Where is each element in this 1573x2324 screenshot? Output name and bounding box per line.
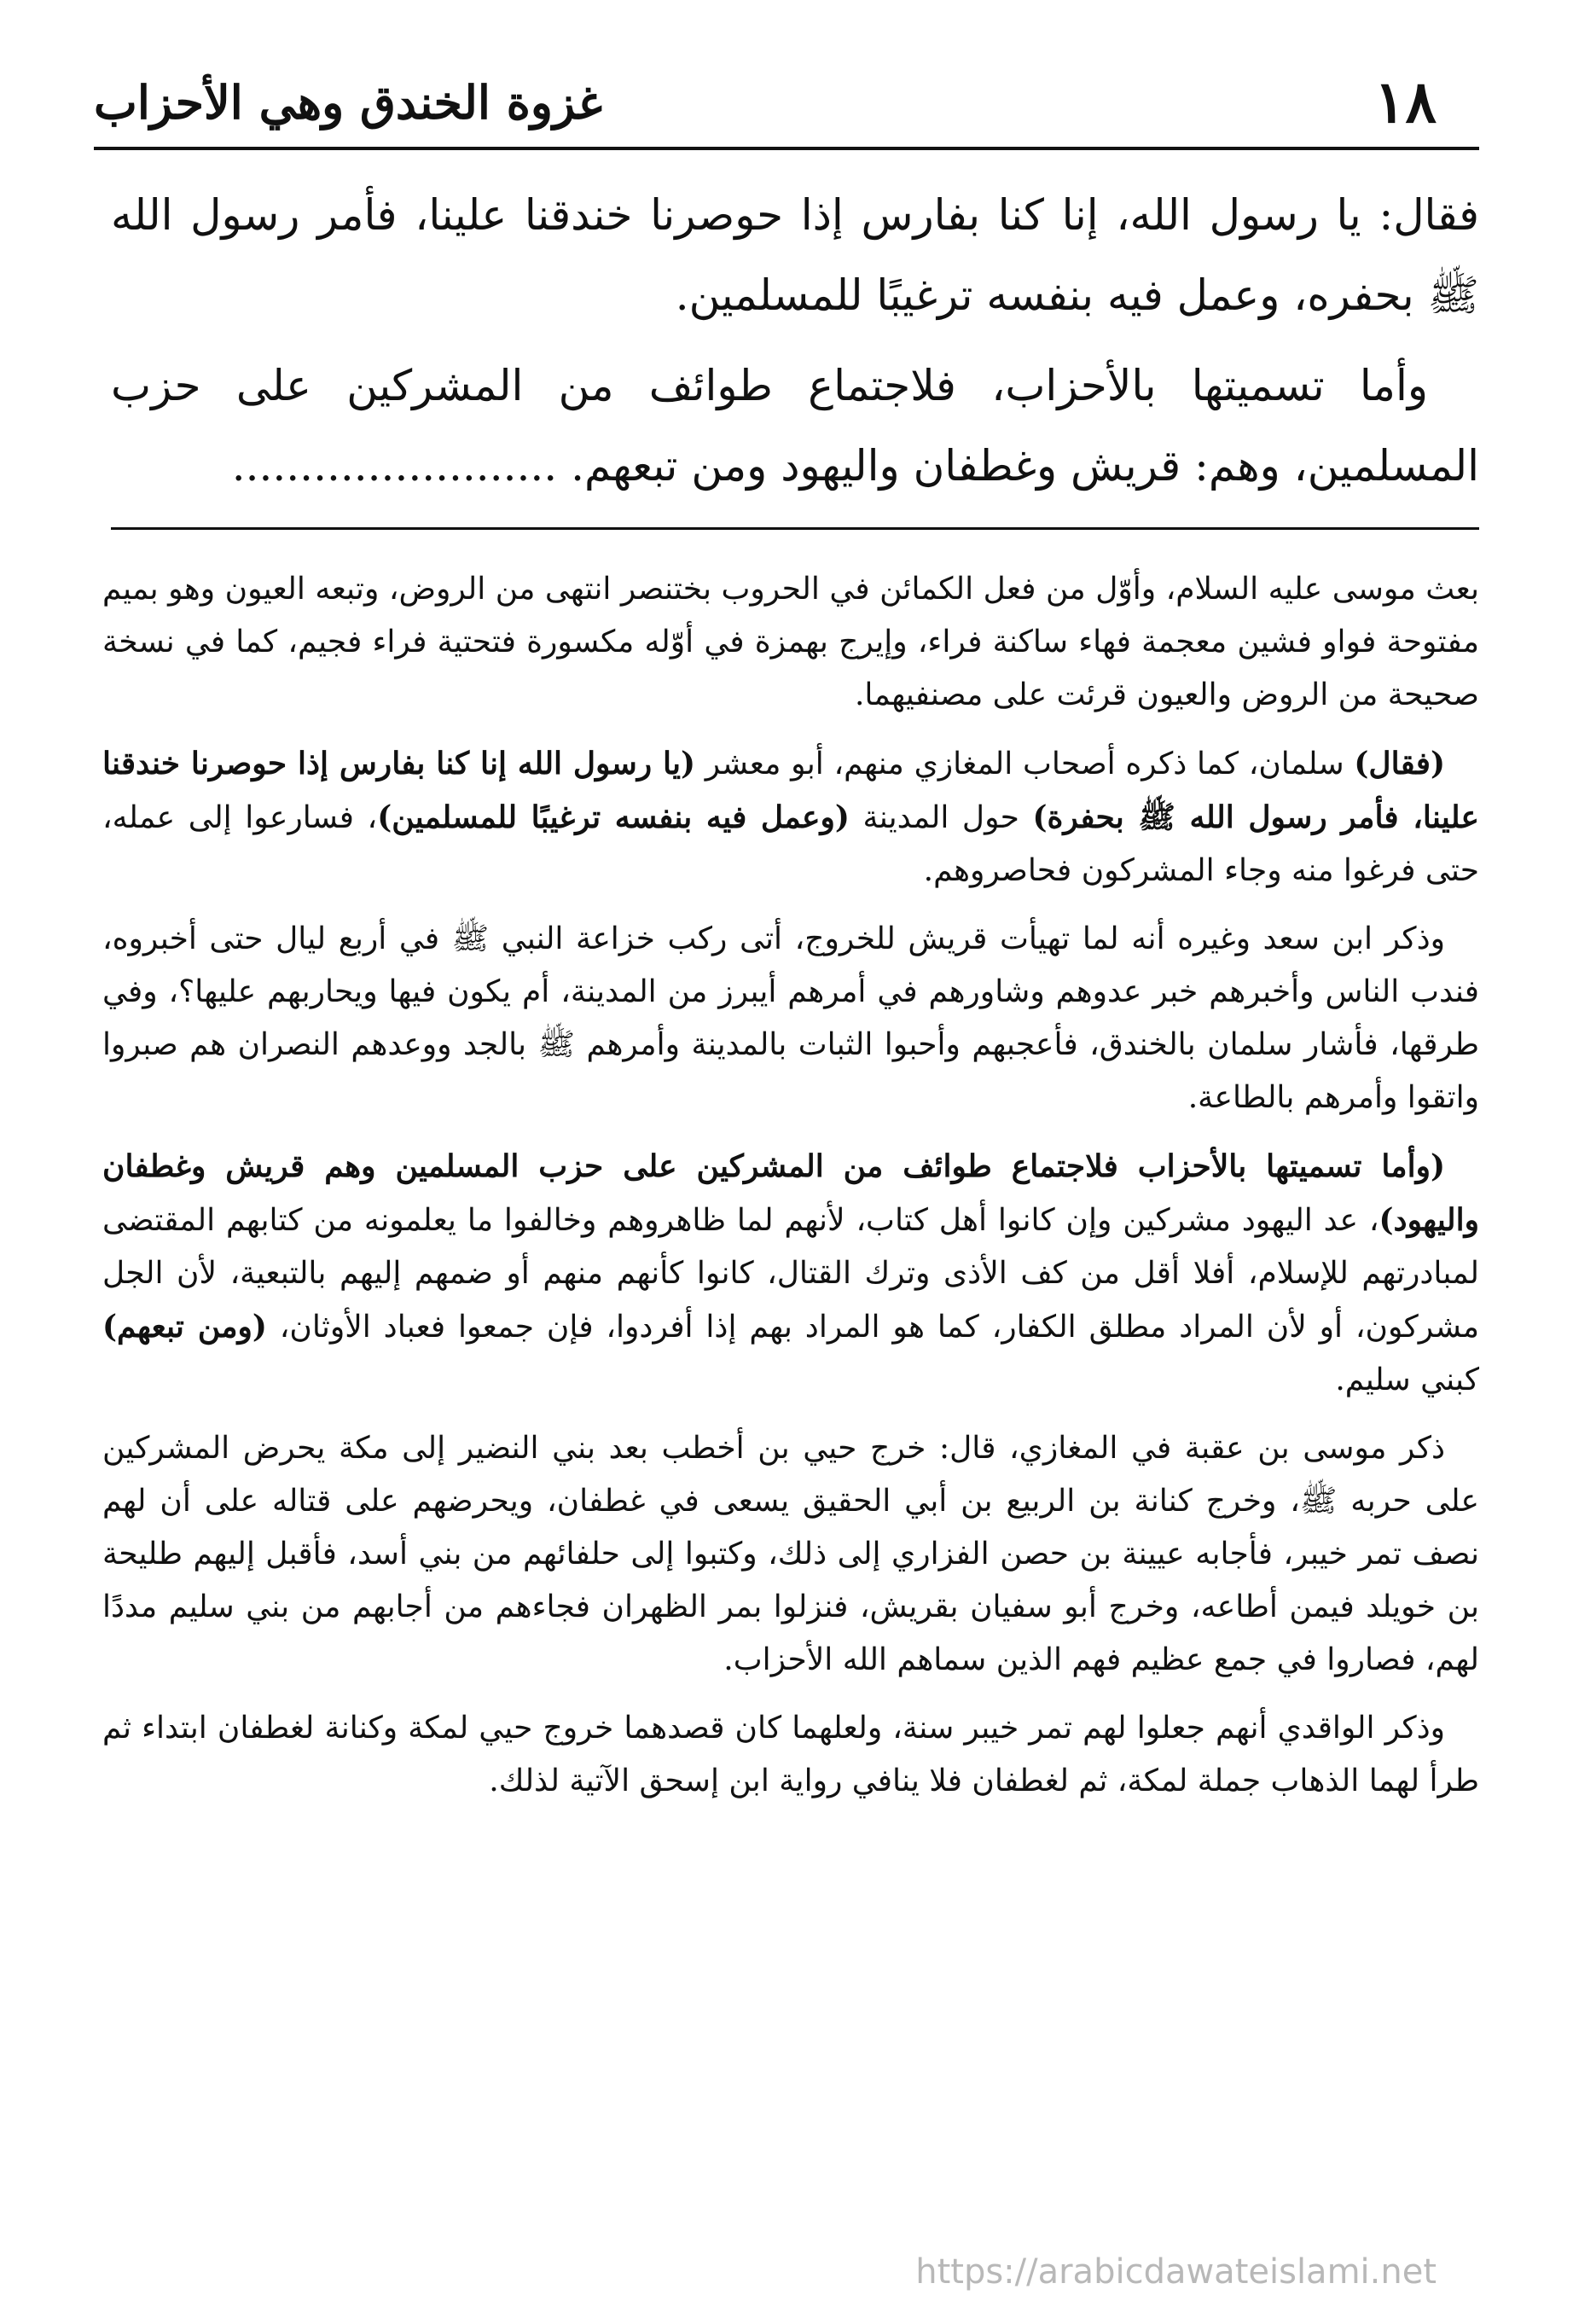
quoted-text: (فقال) <box>1354 746 1445 781</box>
commentary-text: ، عد اليهود مشركين وإن كانوا أهل كتاب، لأنهم لما ظاهروهم وخالفوا ما يعلمونه من كتابهم المقتضى لمبادرتهم للإسلام، أفلا أقل من كف الأذى وترك القتال، كانوا كأنهم منهم أو ضمهم إليهم بالتبعية، لأن الجل مشركون، أو لأن المراد مطلق الكفار، كما هو المراد بهم إذا أفردوا، فإن جمعوا فعباد الأوثان، <box>102 1203 1479 1345</box>
commentary-paragraph: ذكر موسى بن عقبة في المغازي، قال: خرج حيي بن أخطب بعد بني النضير إلى مكة يحرض المشركين على حربه ﷺ، وخرج كنانة بن الربيع بن أبي الحقيق يسعى في غطفان، ويحرضهم على قتاله على أن لهم نصف تمر خيبر، فأجابه عيينة بن حصن الفزاري إلى ذلك، وكتبوا إلى حلفائهم من بني أسد، فأقبل إليهم طليحة بن خويلد فيمن أطاعه، وخرج أبو سفيان بقريش، فنزلوا بمر الظهران فجاءهم من أجابهم من بني سليم مددًا لهم، فصاروا في جمع عظيم فهم الذين سماهم الله الأحزاب. <box>102 1431 1479 1677</box>
commentary-text: كبني سليم. <box>1335 1362 1479 1397</box>
header-rule <box>94 147 1479 150</box>
commentary-text: حول المدينة <box>849 800 1033 835</box>
running-title: غزوة الخندق وهي الأحزاب <box>94 75 603 130</box>
commentary-paragraph <box>102 737 1479 898</box>
quoted-text: (وعمل فيه بنفسه ترغيبًا للمسلمين) <box>377 799 850 835</box>
commentary-paragraph: وذكر الواقدي أنهم جعلوا لهم تمر خيبر سنة، ولعلهما كان قصدهما خروج حيي لمكة وكنانة لغطفان ابتداء ثم طرأ لهما الذهاب جملة لمكة، ثم لغطفان فلا ينافي رواية ابن إسحق الآتية لذلك. <box>102 1711 1479 1798</box>
quoted-text: (ومن تبعهم) <box>102 1309 267 1345</box>
commentary-paragraph <box>102 1140 1479 1407</box>
commentary-paragraph: بعث موسى عليه السلام، وأوّل من فعل الكمائن في الحروب بختنصر انتهى من الروض، وتبعه العيون وهو بميم مفتوحة فواو فشين معجمة فهاء ساكنة فراء، وإيرج بهمزة في أوّله مكسورة فتحتية فراء فجيم، كما في نسخة صحيحة من الروض والعيون قرئت على مصنفيهما. <box>102 572 1480 712</box>
page-header <box>94 68 1479 145</box>
main-paragraph <box>111 346 1479 506</box>
quoted-text: (يا رسول الله إنا كنا بفارس إذا حوصرنا خندقنا علينا، فأمر رسول الله ﷺ بحفرة) <box>102 746 1479 835</box>
page-number: ١٨ <box>1373 68 1437 137</box>
main-text <box>111 175 1479 516</box>
commentary-paragraph: وذكر ابن سعد وغيره أنه لما تهيأت قريش للخروج، أتى ركب خزاعة النبي ﷺ في أربع ليال حتى أخبروه، فندب الناس وأخبرهم خبر عدوهم وشاورهم في أمرهم أيبرز من المدينة، أم يكون فيها ويحاربهم عليها؟، وفي طرقها، فأشار سلمان بالخندق، فأعجبهم وأحبوا الثبات بالمدينة وأمرهم ﷺ بالجد ووعدهم النصران هم صبروا واتقوا وأمرهم بالطاعة. <box>102 921 1479 1115</box>
commentary-text: ، فسارعوا إلى عمله، حتى فرغوا منه وجاء المشركون فحاصروهم. <box>102 800 1479 888</box>
commentary <box>102 563 1479 1823</box>
main-paragraph-text: وأما تسميتها بالأحزاب، فلاجتماع طوائف من المشركين على حزب المسلمين، وهم: قريش وغطفان واليهود ومن تبعهم. <box>111 361 1479 491</box>
commentary-text: سلمان، كما ذكره أصحاب المغازي منهم، أبو معشر <box>695 747 1355 781</box>
ellipsis-dots: ........................ <box>231 441 558 491</box>
main-paragraph: فقال: يا رسول الله، إنا كنا بفارس إذا حوصرنا خندقنا علينا، فأمر رسول الله ﷺ بحفره، وعمل فيه بنفسه ترغيبًا للمسلمين. <box>111 190 1479 320</box>
watermark-url: https://arabicdawateislami.net <box>915 2252 1437 2292</box>
footnote-separator <box>111 527 1479 530</box>
quoted-text: (وأما تسميتها بالأحزاب فلاجتماع طوائف من المشركين على حزب المسلمين وهم قريش وغطفان واليهود) <box>102 1148 1479 1238</box>
